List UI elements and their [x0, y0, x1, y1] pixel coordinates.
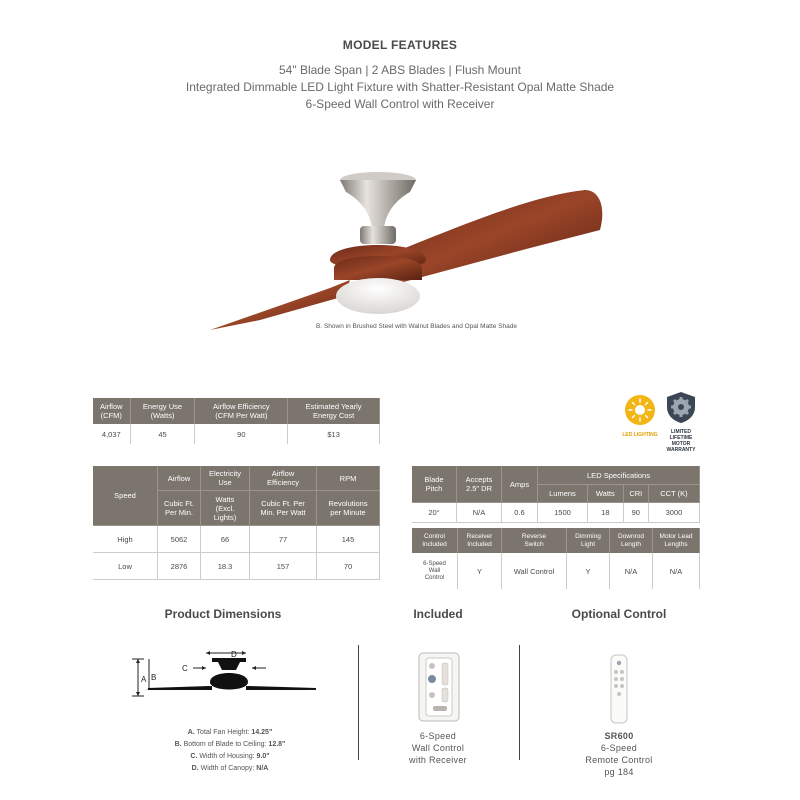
header-rpm: RPM [317, 466, 380, 491]
divider [519, 645, 520, 760]
warranty-line-2: LIFETIME [669, 435, 693, 441]
value-energy-use: 45 [130, 424, 195, 444]
dimension-a: A. Total Fan Height: 14.25" [187, 729, 273, 736]
header-energy-cost: Estimated Yearly Energy Cost [288, 398, 380, 424]
image-caption: B. Shown in Brushed Steel with Walnut Blades and Opal Matte Shade [316, 323, 518, 330]
included-description: 6-Speed Wall Control with Receiver [409, 731, 467, 765]
feature-line-3: 6-Speed Wall Control with Receiver [305, 97, 495, 111]
header-electricity: Electricity Use [201, 466, 250, 491]
header-blade-pitch: Blade Pitch [412, 466, 457, 503]
subheader-cfm-per-watt: Cubic Ft. Per Min. Per Watt [250, 491, 317, 526]
ceiling-fan-image [200, 168, 610, 338]
led-lighting-badge [617, 393, 663, 438]
warranty-line-1: LIMITED [671, 429, 691, 435]
header-airflow: Airflow (CFM) [93, 398, 130, 424]
dimensions-list [120, 727, 340, 775]
included-heading: Included [413, 607, 463, 621]
table-row: Low 2876 18.3 157 70 [93, 553, 380, 580]
header-lumens: Lumens [538, 485, 588, 503]
table-row: High 5062 66 77 145 [93, 526, 380, 553]
diagram-label-c: C [182, 664, 188, 673]
table-row: 6-Speed Wall Control Y Wall Control Y N/A N/A [412, 553, 700, 589]
header-receiver-included: Receiver Included [458, 528, 502, 553]
header-downrod-length: Downrod Length [610, 528, 653, 553]
header-efficiency: Airflow Efficiency [250, 466, 317, 491]
header-control-included: Control Included [412, 528, 458, 553]
speed-table [93, 466, 380, 580]
header-dimming-light: Dimming Light [567, 528, 610, 553]
diagram-label-b: B [151, 673, 157, 682]
header-amps: Amps [502, 466, 538, 503]
warranty-line-3: MOTOR [671, 441, 691, 447]
shield-gear-icon [664, 390, 698, 424]
header-energy-use: Energy Use (Watts) [130, 398, 195, 424]
dimension-diagram [126, 648, 326, 700]
feature-line-2: Integrated Dimmable LED Light Fixture with Shatter-Resistant Opal Matte Shade [185, 80, 615, 94]
header-airflow-efficiency: Airflow Efficiency (CFM Per Watt) [195, 398, 288, 424]
remote-model: SR600 [604, 731, 634, 741]
header-cri: CRI [623, 485, 648, 503]
dimension-c: C. Width of Housing: 9.0" [190, 753, 270, 760]
led-badge-label: LED LIGHTING [622, 432, 658, 438]
header-reverse-switch: Reverse Switch [502, 528, 567, 553]
value-airflow-efficiency: 90 [195, 424, 288, 444]
value-airflow: 4,037 [93, 424, 130, 444]
header-accepts-dr: Accepts 2.5" DR [457, 466, 502, 503]
subheader-cfm: Cubic Ft. Per Min. [158, 491, 201, 526]
warranty-badge [664, 390, 698, 453]
feature-line-1: 54" Blade Span | 2 ABS Blades | Flush Mount [279, 63, 521, 77]
control-table [412, 528, 700, 589]
header-motor-lead: Motor Lead Lengths [653, 528, 700, 553]
divider [358, 645, 359, 760]
sun-icon [617, 393, 663, 427]
warranty-line-4: WARRANTY [666, 447, 696, 453]
product-dimensions-heading: Product Dimensions [164, 607, 282, 621]
page-title: MODEL FEATURES [342, 38, 458, 52]
header-airflow: Airflow [158, 466, 201, 491]
wall-control-image [418, 652, 460, 722]
optional-description: SR600 6-Speed Remote Control pg 184 [545, 730, 693, 778]
subheader-rpm: Revolutions per Minute [317, 491, 380, 526]
header-speed: Speed [93, 466, 158, 526]
optional-control-heading: Optional Control [571, 607, 667, 621]
diagram-label-d: D [231, 650, 237, 659]
spec-table [412, 466, 700, 523]
header-watts: Watts [587, 485, 623, 503]
energy-table [93, 398, 380, 444]
header-led-specs: LED Specifications [538, 466, 700, 485]
header-cct: CCT (K) [648, 485, 699, 503]
subheader-watts: Watts (Excl. Lights) [201, 491, 250, 526]
value-energy-cost: $13 [288, 424, 380, 444]
remote-control-image [609, 654, 629, 724]
diagram-label-a: A [141, 675, 147, 684]
dimension-b: B. Bottom of Blade to Ceiling: 12.8" [174, 741, 286, 748]
dimension-d: D. Width of Canopy: N/A [191, 765, 269, 772]
table-row: 20° N/A 0.6 1500 18 90 3000 [412, 503, 700, 523]
